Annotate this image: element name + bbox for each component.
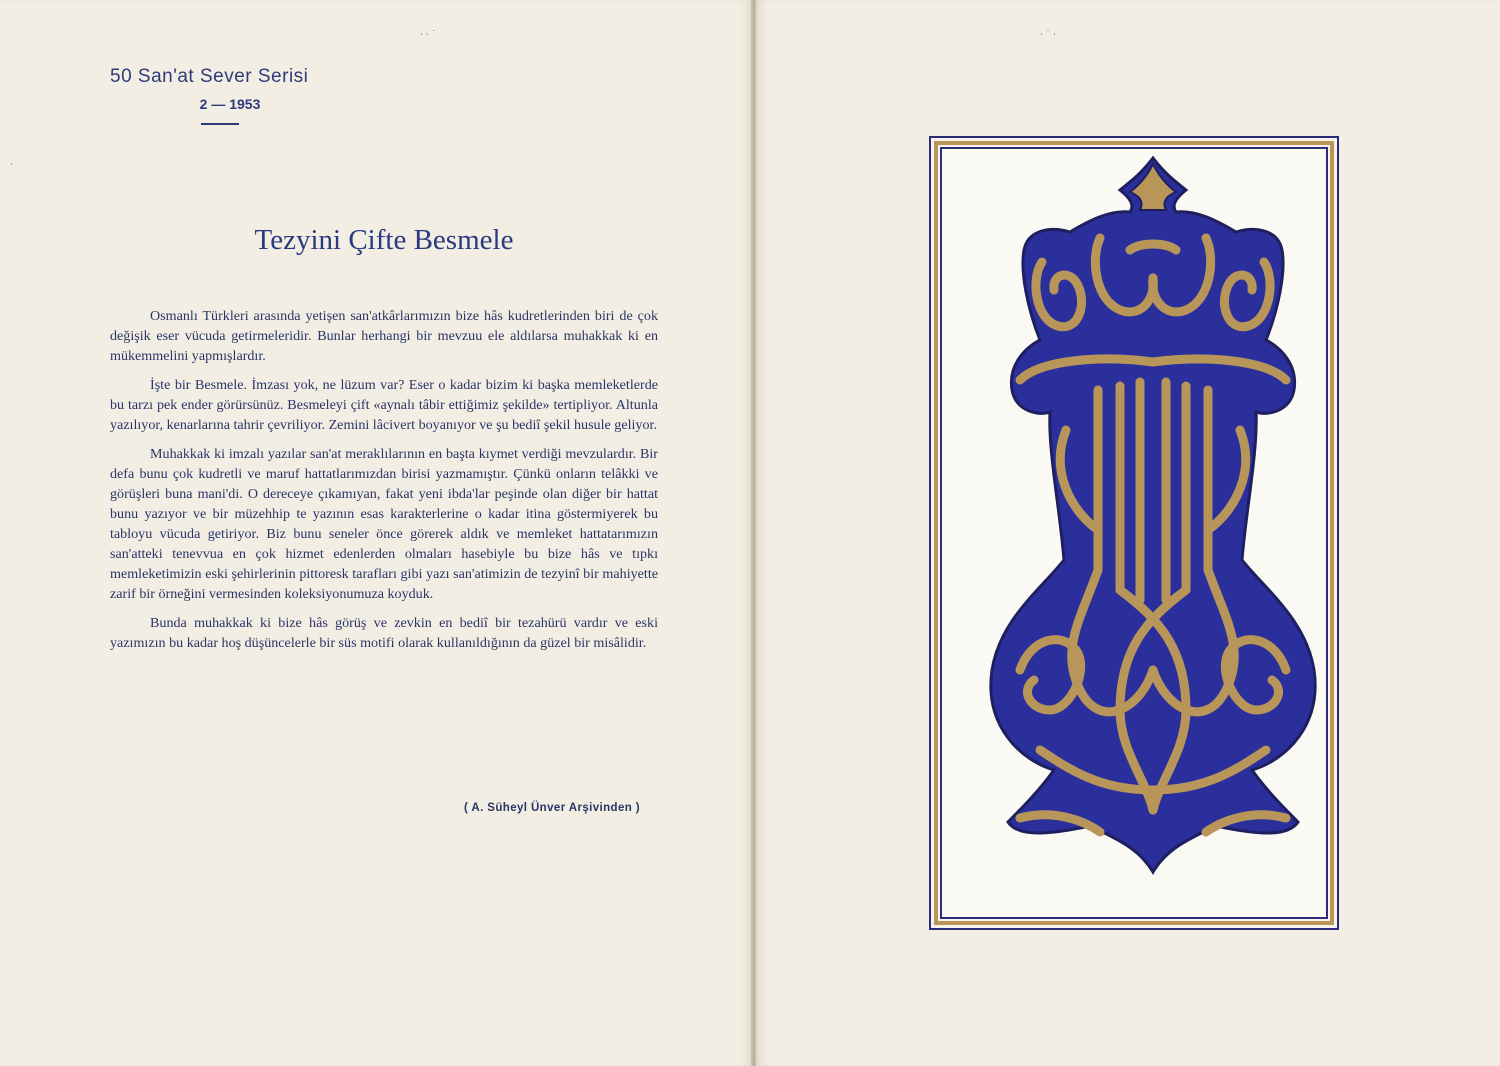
calligraphy-besmele-icon xyxy=(980,150,1326,880)
paragraph-2: İşte bir Besmele. İmzası yok, ne lüzum var? Eser o kadar bizim ki başka memleketlerde bu tarzı pek ender görürsünüz. Besmeleyi çift «aynalı tâbir ettiğimiz şekilde» tertipliyor. Altunla yazılıyor, kenarlarına tahrir çevriliyor. Zemini lâcivert boyanıyor ve şu bediî şekil husule geliyor. xyxy=(110,377,658,433)
paper-speck: · · ˙ xyxy=(420,30,436,40)
paragraph-1: Osmanlı Türkleri arasında yetişen san'atkârlarımızın bize hâs kudretlerinden biri de çok değişik eser vücuda getirmeleridir. Bunlar herhangi bir mevzuu ele aldılarsa muhakkak ki en mükemmelini yapmışlardır. xyxy=(110,308,658,364)
page-title: Tezyini Çifte Besmele xyxy=(254,224,514,256)
paper-speck: · xyxy=(10,160,13,170)
paragraph-3: Muhakkak ki imzalı yazılar san'at meraklılarının en başta kıymet verdiği mevzulardır. Bir defa bunu çok kudretli ve maruf hattatlarımızdan birisi yazmamıştır. Çünkü onların telâkki ve görüşleri buna mani'di. O dereceye çıkamıyan, fakat yeni ibda'lar peşinde olan diğer bir hattat bunu yazıyor ve bir müzehhip te yazının esas karakterlerine o kadar itina göstermiyerek bu tabloyu vücuda getiriyor. Biz bunu seneler önce görerek aldık ve memleket hattatarımızın san'atteki tenevvua en çok hizmet edenlerden olmaları hasebiyle bu bize hâs ve tıpkı memleketimizin eski şehirlerinin pittoresk tarafları gibi yazı san'atimizin de tezyinî bir mahiyette zarif bir örneğini vermesinden koleksiyonumuza koyduk. xyxy=(110,446,658,602)
archive-credit: ( A. Süheyl Ünver Arşivinden ) xyxy=(463,802,640,814)
article-body xyxy=(110,306,658,662)
paper-speck: · ˙ · xyxy=(1040,30,1056,40)
paragraph-4: Bunda muhakkak ki bize hâs görüş ve zevkin en bediî bir tezahürü vardır ve eski yazımızın bu kadar hoş düşüncelerle bir süs motifi olarak kullanıldığının da güzel bir misâlidir. xyxy=(110,615,658,651)
series-title: 50 San'at Sever Serisi xyxy=(110,66,309,87)
series-number: 2 — 1953 xyxy=(199,96,261,112)
header-rule xyxy=(201,123,239,125)
